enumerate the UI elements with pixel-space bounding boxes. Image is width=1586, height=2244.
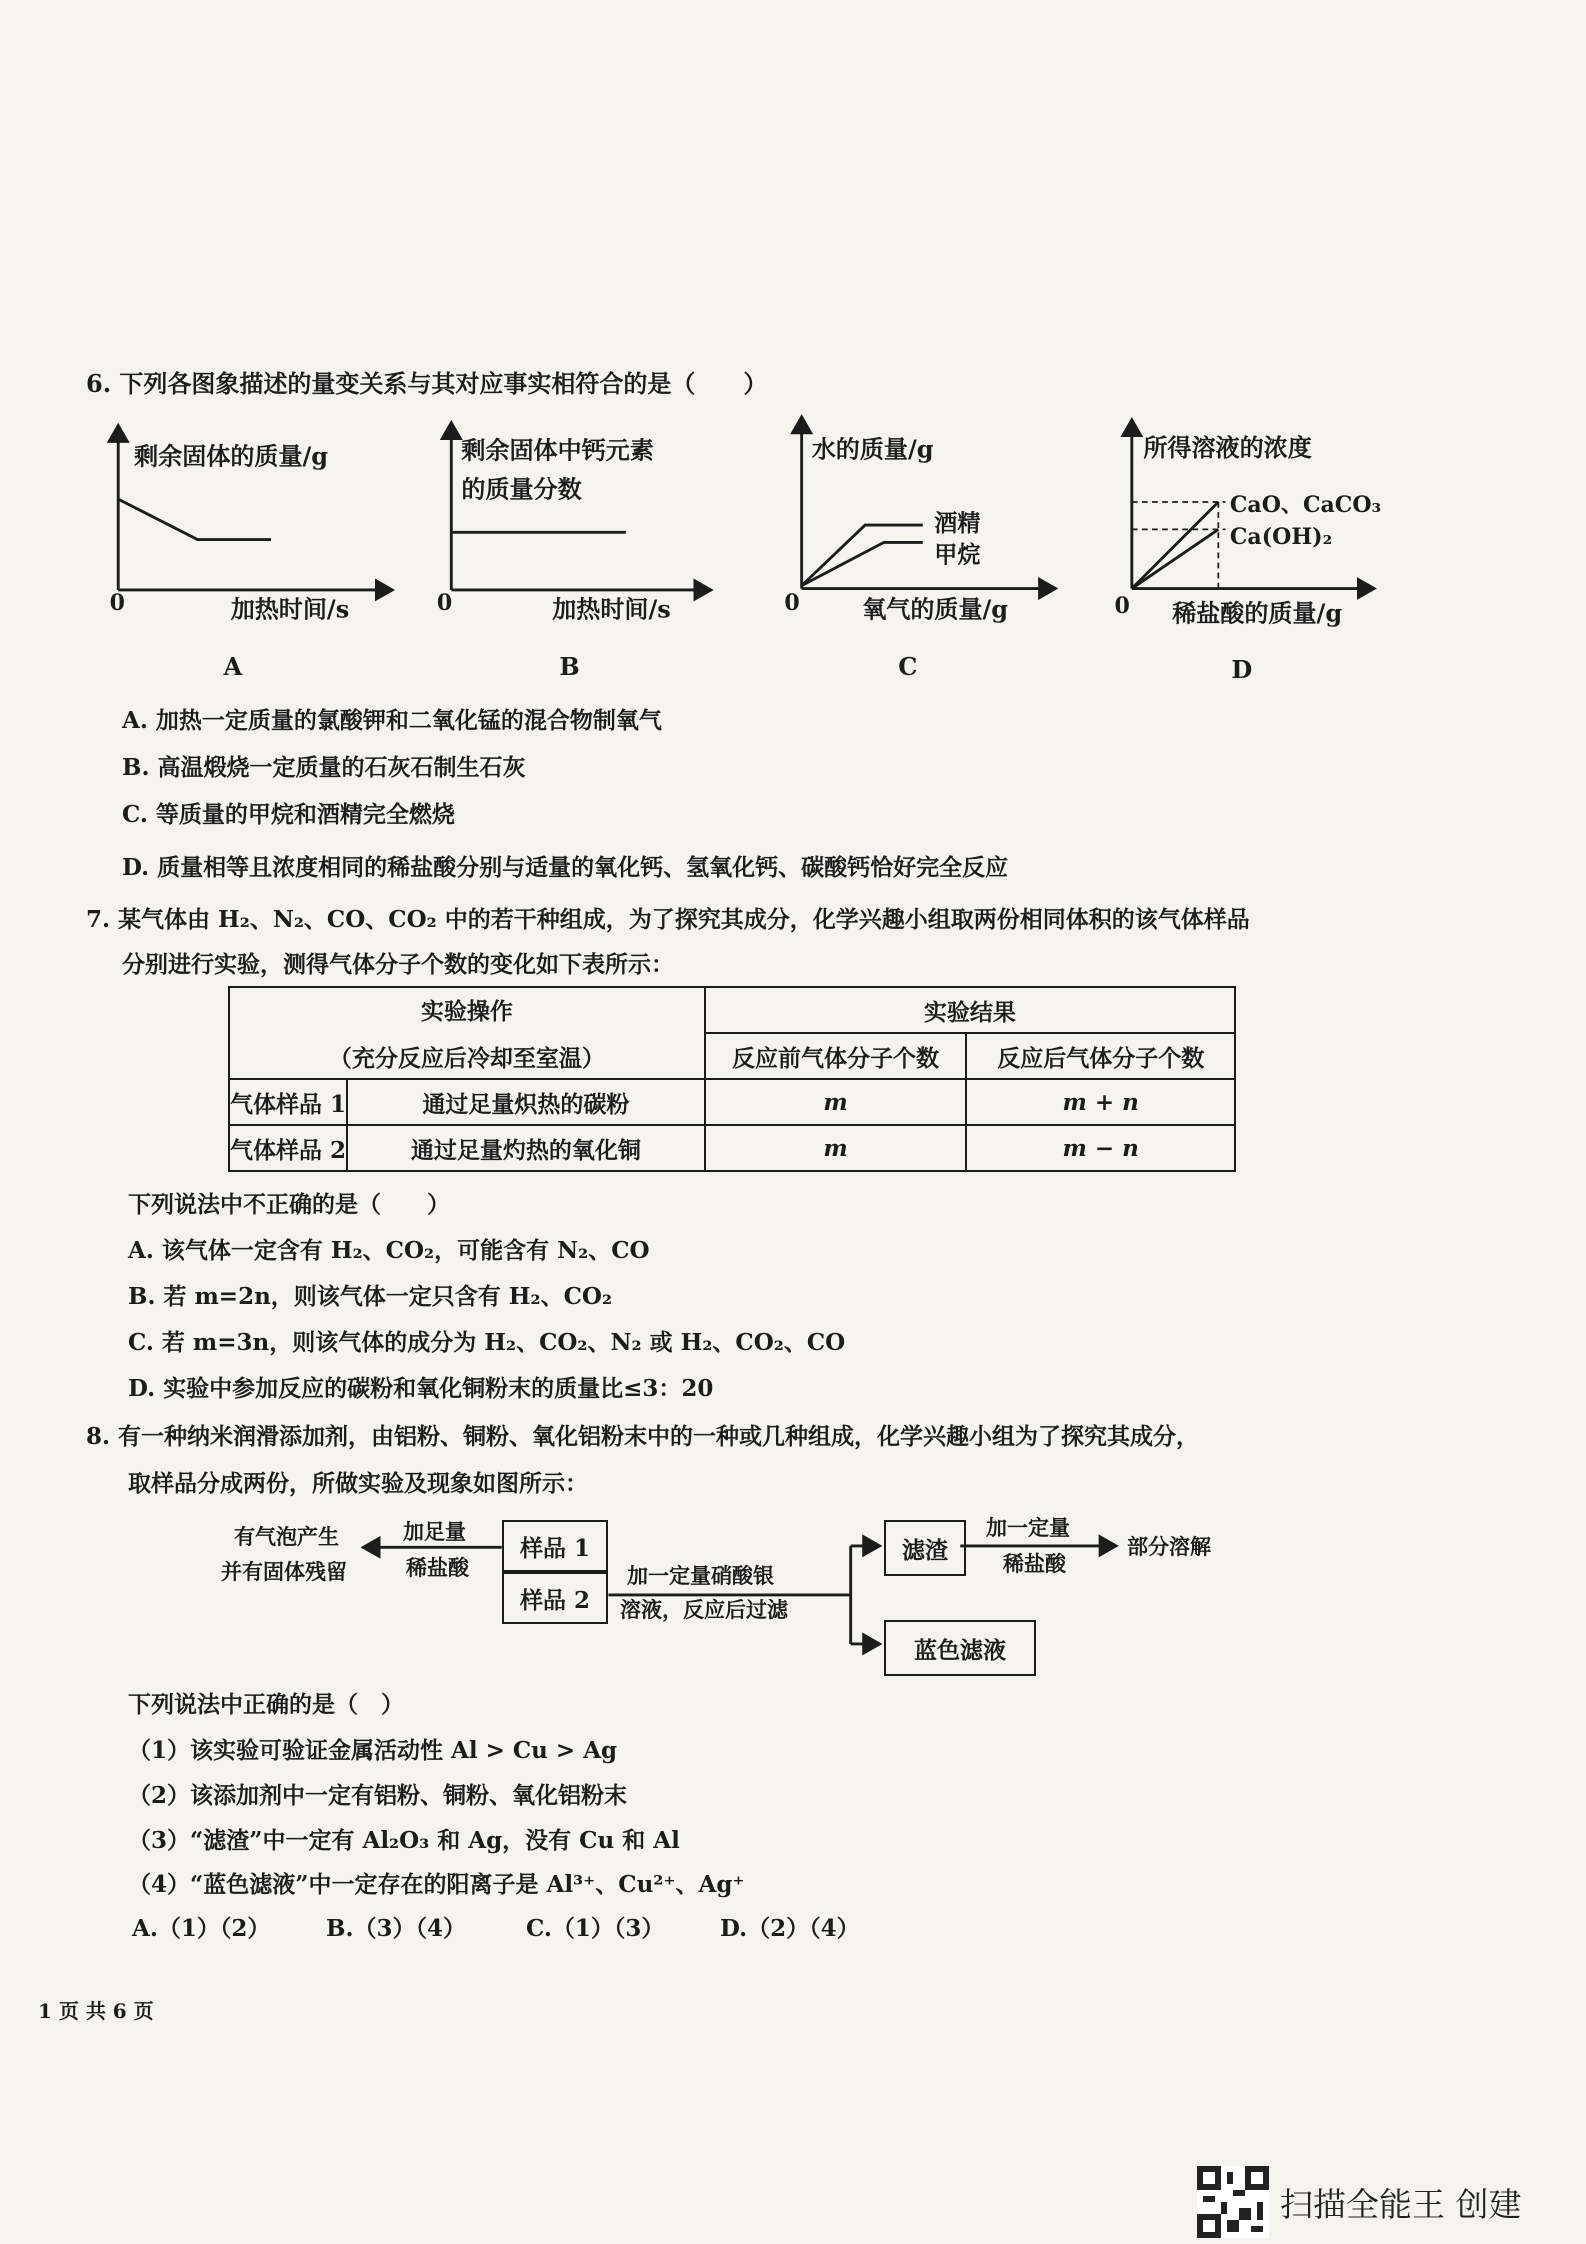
- graph-d-letter: D: [1231, 654, 1253, 684]
- q8-statement-2: （2）该添加剂中一定有铝粉、铜粉、氧化铝粉末: [128, 1782, 628, 1809]
- q6-option-b: B. 高温煅烧一定质量的石灰石制生石灰: [122, 754, 526, 781]
- q7-option-d: D. 实验中参加反应的碳粉和氧化铜粉末的质量比≤3：20: [128, 1375, 714, 1402]
- q8-sample2-box: [502, 1572, 608, 1624]
- graph-b-xlabel: 加热时间/s: [552, 594, 671, 624]
- graph-b-ylabel-1: 剩余固体中钙元素: [461, 435, 654, 465]
- q8-reagent-mid-2: 溶液，反应后过滤: [620, 1597, 788, 1622]
- q8-choice-a: A.（1）（2）: [132, 1915, 271, 1942]
- q7-header-operation: [229, 987, 705, 1079]
- graph-c-xlabel: 氧气的质量/g: [862, 594, 1009, 624]
- q7-header-after: 反应后气体分子个数: [966, 1033, 1235, 1079]
- graph-a-origin: 0: [109, 590, 125, 617]
- q7-row1-after: m + n: [966, 1079, 1235, 1125]
- q7-header-result: 实验结果: [705, 987, 1235, 1033]
- q7-ask: 下列说法中不正确的是（ ）: [128, 1191, 450, 1218]
- q6-stem: 6. 下列各图象描述的量变关系与其对应事实相符合的是（ ）: [86, 369, 768, 398]
- graph-b-letter: B: [559, 652, 580, 682]
- q7-row1-sample: 气体样品 1: [229, 1079, 347, 1125]
- q7-option-b: B. 若 m=2n，则该气体一定只含有 H₂、CO₂: [128, 1283, 613, 1310]
- graph-c-ylabel: 水的质量/g: [811, 434, 934, 464]
- q7-row1-operation: 通过足量炽热的碳粉: [347, 1079, 705, 1125]
- q7-option-a: A. 该气体一定含有 H₂、CO₂，可能含有 N₂、CO: [128, 1237, 650, 1264]
- graph-d-xlabel: 稀盐酸的质量/g: [1172, 598, 1343, 628]
- q8-reagent-left-2: 稀盐酸: [406, 1555, 469, 1580]
- q7-header-operation-note: （充分反应后冷却至室温）: [328, 1045, 605, 1072]
- q7-table: [228, 986, 1236, 1172]
- q8-sample2-label: 样品 2: [519, 1586, 590, 1614]
- q8-reagent-left-1: 加足量: [403, 1519, 466, 1544]
- q8-sample1-label: 样品 1: [519, 1534, 590, 1562]
- q7-row2-operation: 通过足量灼热的氧化铜: [347, 1125, 705, 1171]
- q8-result-left-1: 有气泡产生: [234, 1524, 339, 1549]
- q8-filtrate-label: 蓝色滤液: [914, 1636, 1006, 1664]
- q8-choice-d: D.（2）（4）: [720, 1915, 860, 1942]
- graph-d-ylabel: 所得溶液的浓度: [1143, 432, 1312, 462]
- graph-b-origin: 0: [436, 590, 453, 617]
- qr-code-icon: [1197, 2166, 1269, 2238]
- scanner-watermark: 扫描全能王 创建: [1280, 2185, 1522, 2224]
- q7-row1-before: m: [705, 1079, 967, 1125]
- q8-reagent-mid-1: 加一定量硝酸银: [627, 1563, 774, 1588]
- q8-sample1-box: [502, 1520, 608, 1572]
- q8-statement-3: （3）“滤渣”中一定有 Al₂O₃ 和 Ag，没有 Cu 和 Al: [128, 1827, 680, 1854]
- q7-header-before: 反应前气体分子个数: [705, 1033, 967, 1079]
- graph-a: [110, 426, 393, 681]
- graph-c-origin: 0: [784, 590, 800, 617]
- graph-c-series-2: 甲烷: [934, 541, 981, 569]
- graph-a-ylabel: 剩余固体的质量/g: [134, 441, 329, 471]
- graph-c-series-1: 酒精: [934, 509, 981, 537]
- q8-filtrate-box: [884, 1620, 1036, 1676]
- q8-choice-b: B.（3）（4）: [326, 1915, 466, 1942]
- q7-option-c: C. 若 m=3n，则该气体的成分为 H₂、CO₂、N₂ 或 H₂、CO₂、CO: [128, 1329, 846, 1356]
- graph-a-curve: [118, 499, 271, 539]
- graph-d-curve-1: [1132, 502, 1219, 589]
- q8-statement-4: （4）“蓝色滤液”中一定存在的阳离子是 Al³⁺、Cu²⁺、Ag⁺: [128, 1871, 745, 1898]
- q8-choice-c: C.（1）（3）: [526, 1915, 665, 1942]
- graph-d-series-2: Ca(OH)₂: [1229, 523, 1333, 550]
- page-number: 1 页 共 6 页: [38, 1999, 154, 2023]
- q8-residue-label: 滤渣: [902, 1536, 948, 1564]
- graph-d: [1115, 420, 1382, 684]
- graph-d-origin: 0: [1114, 593, 1130, 620]
- q7-row2-before: m: [705, 1125, 967, 1171]
- graph-c: [784, 417, 1055, 681]
- graph-c-curve-2: [802, 542, 923, 585]
- q6-option-c: C. 等质量的甲烷和酒精完全燃烧: [122, 801, 455, 828]
- q7-header-operation-title: 实验操作: [420, 998, 513, 1025]
- q8-residue-box: [884, 1520, 966, 1576]
- graph-a-xlabel: 加热时间/s: [230, 594, 350, 624]
- graph-c-letter: C: [898, 652, 918, 682]
- q8-result-right: 部分溶解: [1127, 1534, 1211, 1559]
- q8-result-left-2: 并有固体残留: [221, 1559, 347, 1584]
- q6-option-d: D. 质量相等且浓度相同的稀盐酸分别与适量的氧化钙、氢氧化钙、碳酸钙恰好完全反应: [122, 854, 1009, 881]
- q7-row2-sample: 气体样品 2: [229, 1125, 347, 1171]
- graph-a-letter: A: [223, 652, 243, 682]
- graph-b-ylabel-2: 的质量分数: [461, 474, 582, 504]
- graph-d-curve-2: [1132, 529, 1219, 588]
- q7-row2-after: m − n: [966, 1125, 1235, 1171]
- q7-stem-2: 分别进行实验，测得气体分子个数的变化如下表所示：: [122, 951, 674, 978]
- q8-reagent-right-2: 稀盐酸: [1003, 1551, 1066, 1576]
- q8-ask: 下列说法中正确的是（ ）: [128, 1691, 404, 1718]
- graph-d-series-1: CaO、CaCO₃: [1229, 492, 1382, 519]
- q8-statement-1: （1）该实验可验证金属活动性 Al > Cu > Ag: [128, 1737, 618, 1764]
- graph-b: [437, 423, 711, 681]
- q8-reagent-right-1: 加一定量: [986, 1515, 1070, 1540]
- q6-option-a: A. 加热一定质量的氯酸钾和二氧化锰的混合物制氧气: [122, 707, 662, 734]
- q8-stem-2: 取样品分成两份，所做实验及现象如图所示：: [128, 1470, 588, 1497]
- q8-stem-1: 8. 有一种纳米润滑添加剂，由铝粉、铜粉、氧化铝粉末中的一种或几种组成，化学兴趣小组为了探究其成分，: [86, 1423, 1200, 1450]
- q7-stem-1: 7. 某气体由 H₂、N₂、CO、CO₂ 中的若干种组成，为了探究其成分，化学兴趣小组取两份相同体积的该气体样品: [86, 906, 1250, 933]
